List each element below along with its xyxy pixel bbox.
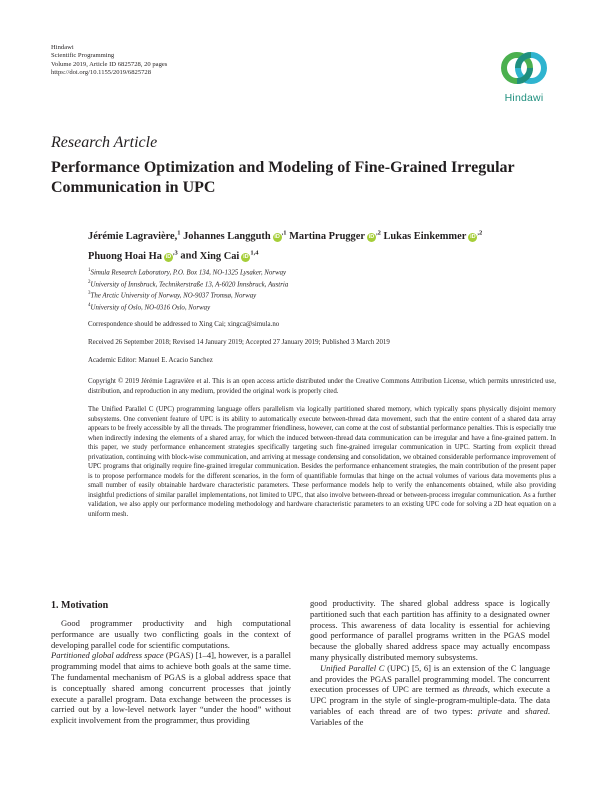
body-column-left	[51, 618, 291, 726]
author-name[interactable]: Johannes Langguth $iD^{,1}$	[183, 230, 287, 243]
emphasis: threads	[462, 684, 488, 695]
affiliation: $^2$University of Innsbruck, Technikerstraße 13, A-6020 Innsbruck, Austria	[88, 279, 289, 288]
author-affiliation-mark: 1	[177, 230, 181, 237]
paragraph: Unified Parallel C (UPC) [5, 6] is an extension of the C language and provides the PGAS parallel programming model. The concurrent execution processes of UPC are termed as threads, which execute a UPC program in the style of single-program-multiple-data. The data variables of each thread are of two types: private and shared. Variables of the	[310, 662, 550, 727]
orcid-icon[interactable]: iD	[470, 234, 476, 241]
author-name[interactable]: Xing Cai iD$^{1,4}$	[199, 249, 259, 262]
publisher-name: Hindawi	[51, 44, 74, 51]
orcid-icon[interactable]: iD	[368, 234, 375, 241]
logo-wordmark: Hindawi	[504, 92, 544, 104]
abstract: The Unified Parallel C (UPC) programming language offers parallelism via logically partitioned shared memory, which typically spans physically disjoint memory subsystems. One convenient feature of UPC is its ability to automatically execute between-thread data movement, such that the entire content of a shared data array appears to be freely accessible by all the threads. The programmer friendliness, however, can come at the cost of substantial performance penalties. This is especially true when indirectly indexing the elements of a shared array, for which the induced between-thread data communication can be irregular and have a fine-grained pattern. In this paper, we study performance enhancement strategies specifically targeting such fine-grained irregular communication in UPC. Starting from explicit thread privatization, continuing with block-wise communication, and arriving at message condensing and consolidation, we obtained considerable performance improvement of UPC programs that originally require fine-grained irregular communication. Besides the performance enhancement strategies, the main contribution of the present paper is to propose performance models for the different scenarios, in the form of quantifiable formulas that hinge on the actual volumes of various data movements plus a small number of easily obtainable hardware characteristic parameters. These performance models help to verify the enhancements obtained, while also providing insightful predictions of similar parallel implementations, not limited to UPC, that also involve between-thread or between-process irregular communication. As a further validation, we also apply our performance modeling methodology and hardware characteristic parameters to an existing UPC code for solving a 2D heat equation on a uniform mesh.	[88, 406, 556, 519]
affiliation: $^3$The Arctic University of Norway, NO-9037 Tromsø, Norway	[88, 291, 257, 300]
author-name[interactable]: Phuong Hoai Ha $iD^{,3}$	[88, 249, 178, 262]
emphasis: Partitioned global address space	[51, 650, 164, 661]
author-affiliation-mark: 1,4	[250, 249, 259, 257]
orcid-icon[interactable]: iD	[274, 234, 280, 241]
emphasis: Unified Parallel C	[320, 662, 385, 673]
copyright-notice: Copyright © 2019 Jérémie Lagravière et al. This is an open access article distributed under the Creative Commons Attribution License, which permits unrestricted use, distribution, and reproduction in any medium, provided the original work is properly cited.	[88, 378, 556, 395]
orcid-icon[interactable]: iD	[243, 253, 249, 260]
author-affiliation-mark: ,3	[172, 249, 178, 257]
author-list	[88, 226, 558, 265]
journal-name: Scientific Programming	[51, 52, 115, 60]
correspondence: Correspondence should be addressed to Xing Cai; xingca@simula.no	[88, 321, 280, 328]
journal-header	[51, 44, 167, 78]
paragraph: good productivity. The shared global address space is logically partitioned such that each partition has affinity to a designated owner process. This awareness of data locality is essential for achieving good performance of parallel programs written in the PGAS model because the globally shared address space may actually encompass many physically distributed memory subsystems.	[310, 598, 550, 662]
paragraph: Partitioned global address space (PGAS) [1–4], however, is a parallel programming model that aims to achieve both goals at the same time. The fundamental mechanism of PGAS is a global address space that is conceptually shared among concurrent processes that jointly execute a parallel program. Data exchange between the processes is carried out by a low-level network layer “under the hood” without explicit involvement from the programmer, thus providing	[51, 650, 291, 726]
affiliation: $^1$Simula Research Laboratory, P.O. Box 134, NO-1325 Lysaker, Norway	[88, 268, 287, 277]
hindawi-logo[interactable]	[496, 46, 552, 108]
affiliation-list	[88, 266, 288, 312]
body-column-right	[310, 598, 550, 728]
hindawi-logo-icon	[496, 46, 552, 90]
section-heading: 1. Motivation	[51, 600, 109, 611]
publication-dates: Received 26 September 2018; Revised 14 January 2019; Accepted 27 January 2019; Published 3 March 2019	[88, 339, 390, 346]
doi-link[interactable]: https://doi.org/10.1155/2019/6825728	[51, 69, 152, 77]
author-name[interactable]: Martina Prugger $iD^{,2}$	[289, 230, 381, 243]
author-separator: and	[177, 250, 200, 262]
orcid-icon[interactable]: iD	[165, 253, 172, 260]
affiliation: $^4$University of Oslo, NO-0316 Oslo, Norway	[88, 302, 211, 311]
volume-line: Volume 2019, Article ID 6825728, 20 pages	[51, 60, 168, 68]
author-name[interactable]: Lukas Einkemmer $iD^{,2}$	[383, 230, 483, 243]
emphasis: private	[477, 705, 503, 716]
author-affiliation-mark: ,1	[281, 230, 287, 237]
author-affiliation-mark: ,2	[375, 230, 381, 237]
author-name[interactable]: Jérémie Lagravière,$^1$	[88, 230, 181, 243]
paragraph: Good programmer productivity and high computational performance are usually two conflicting goals in the context of developing parallel code for scientific computations.	[51, 618, 291, 650]
academic-editor: Academic Editor: Manuel E. Acacio Sanchez	[88, 357, 213, 364]
article-title: Performance Optimization and Modeling of Fine-Grained Irregular Communication in UPC	[51, 159, 515, 196]
emphasis: shared	[525, 705, 548, 716]
article-type: Research Article	[51, 134, 158, 151]
author-affiliation-mark: ,2	[477, 230, 483, 237]
